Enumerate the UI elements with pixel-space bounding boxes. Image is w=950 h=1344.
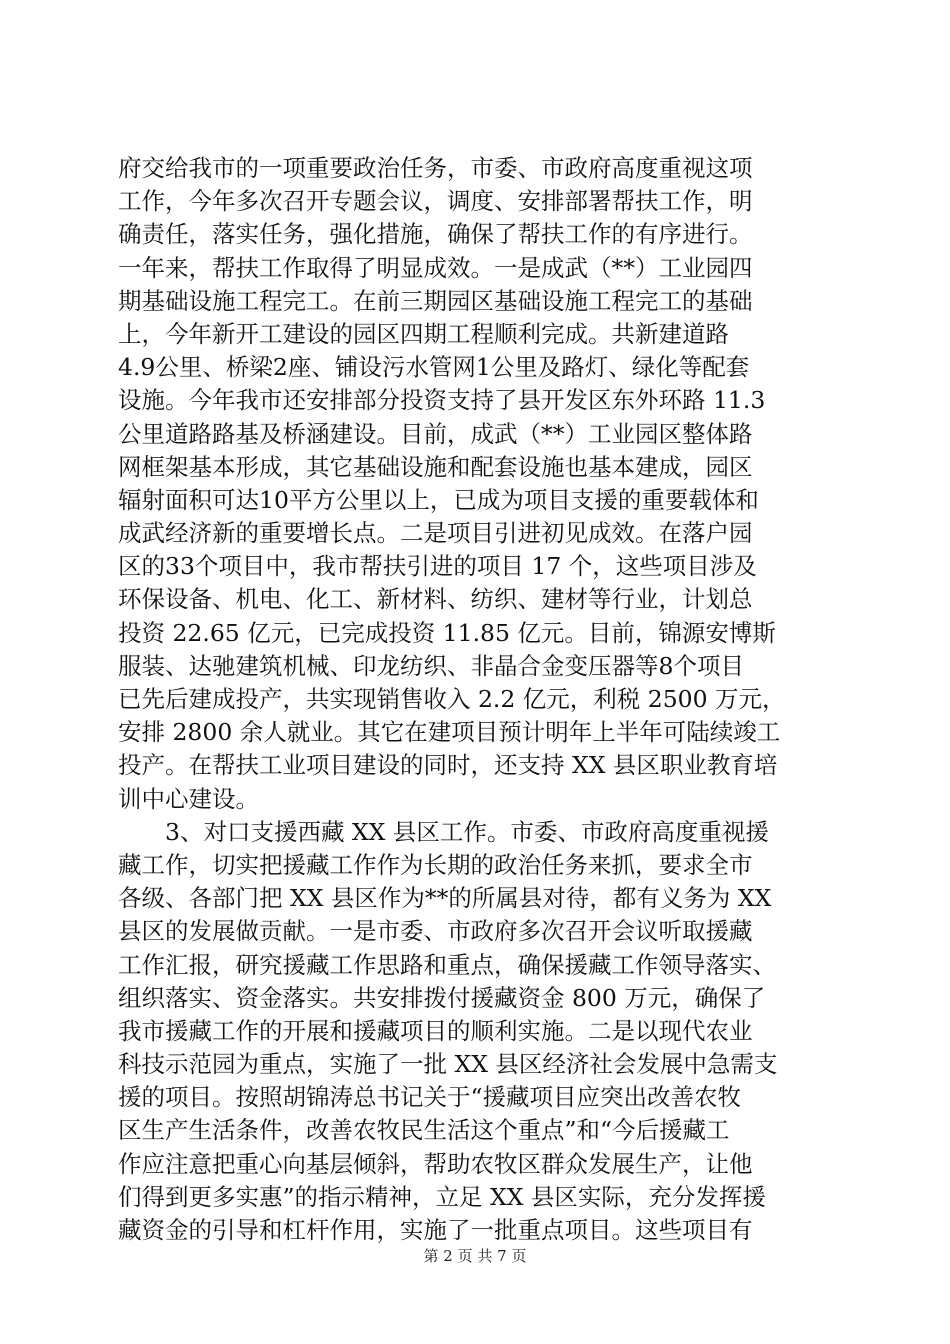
text-line: 辐射面积可达10平方公里以上，已成为项目支援的重要载体和 <box>118 485 759 514</box>
text-line: 作应注意把重心向基层倾斜，帮助农牧区群众发展生产，让他 <box>118 1149 753 1178</box>
text-line: 一年来，帮扶工作取得了明显成效。一是成武（**）工业园四 <box>118 253 753 282</box>
text-line: 安排 2800 余人就业。其它在建项目预计明年上半年可陆续竣工 <box>118 718 781 747</box>
text-line: 投资 22.65 亿元，已完成投资 11.85 亿元。目前，锦源安博斯 <box>118 618 776 647</box>
text-line: 区生产生活条件，改善农牧民生活这个重点”和“今后援藏工 <box>118 1116 730 1145</box>
text-line: 府交给我市的一项重要政治任务，市委、市政府高度重视这项 <box>118 154 753 182</box>
document-body <box>118 152 832 1247</box>
text-line: 工作汇报，研究援藏工作思路和重点，确保援藏工作领导落实、 <box>118 950 776 979</box>
text-line: 期基础设施工程完工。在前三期园区基础设施工程完工的基础 <box>118 286 753 315</box>
text-line: 上，今年新开工建设的园区四期工程顺利完成。共新建道路 <box>118 319 729 348</box>
text-line: 工作，今年多次召开专题会议，调度、安排部署帮扶工作，明 <box>118 187 753 216</box>
text-line: 4.9公里、桥梁2座、铺设污水管网1公里及路灯、绿化等配套 <box>118 353 750 382</box>
text-line: 服装、达驰建筑机械、印龙纺织、非晶合金变压器等8个项目 <box>118 651 744 680</box>
text-line: 我市援藏工作的开展和援藏项目的顺利实施。二是以现代农业 <box>118 1016 753 1045</box>
text-line: 科技示范园为重点，实施了一批 XX 县区经济社会发展中急需支 <box>118 1050 778 1079</box>
text-line: 已先后建成投产，共实现销售收入 2.2 亿元，利税 2500 万元， <box>118 685 786 713</box>
text-line: 环保设备、机电、化工、新材料、纺织、建材等行业，计划总 <box>118 585 753 614</box>
text-line: 投产。在帮扶工业项目建设的同时，还支持 XX 县区职业教育培 <box>118 751 778 780</box>
text-line: 网框架基本形成，其它基础设施和配套设施也基本建成，园区 <box>118 452 753 481</box>
text-line: 各级、各部门把 XX 县区作为**的所属县对待，都有义务为 XX <box>118 884 772 913</box>
page-number-footer: 第 2 页 共 7 页 <box>423 1247 527 1265</box>
text-line: 组织落实、资金落实。共安排拨付援藏资金 800 万元，确保了 <box>118 983 766 1012</box>
text-line: 训中心建设。 <box>118 784 259 813</box>
text-line: 藏资金的引导和杠杆作用，实施了一批重点项目。这些项目有 <box>118 1216 753 1244</box>
text-line: 公里道路路基及桥涵建设。目前，成武（**）工业园区整体路 <box>118 419 753 448</box>
text-line: 3、对口支援西藏 XX 县区工作。市委、市政府高度重视援 <box>118 817 769 846</box>
text-line: 援的项目。按照胡锦涛总书记关于“援藏项目应突出改善农牧 <box>118 1083 742 1112</box>
text-line: 藏工作，切实把援藏工作作为长期的政治任务来抓，要求全市 <box>118 850 753 879</box>
text-line: 成武经济新的重要增长点。二是项目引进初见成效。在落户园 <box>118 519 753 548</box>
text-line: 们得到更多实惠”的指示精神，立足 XX 县区实际，充分发挥援 <box>118 1182 766 1211</box>
text-line: 确责任，落实任务，强化措施，确保了帮扶工作的有序进行。 <box>118 220 753 249</box>
text-line: 设施。今年我市还安排部分投资支持了县开发区东外环路 11.3 <box>118 386 766 415</box>
text-line: 县区的发展做贡献。一是市委、市政府多次召开会议听取援藏 <box>118 917 753 946</box>
text-line: 区的33个项目中，我市帮扶引进的项目 17 个，这些项目涉及 <box>118 552 757 581</box>
